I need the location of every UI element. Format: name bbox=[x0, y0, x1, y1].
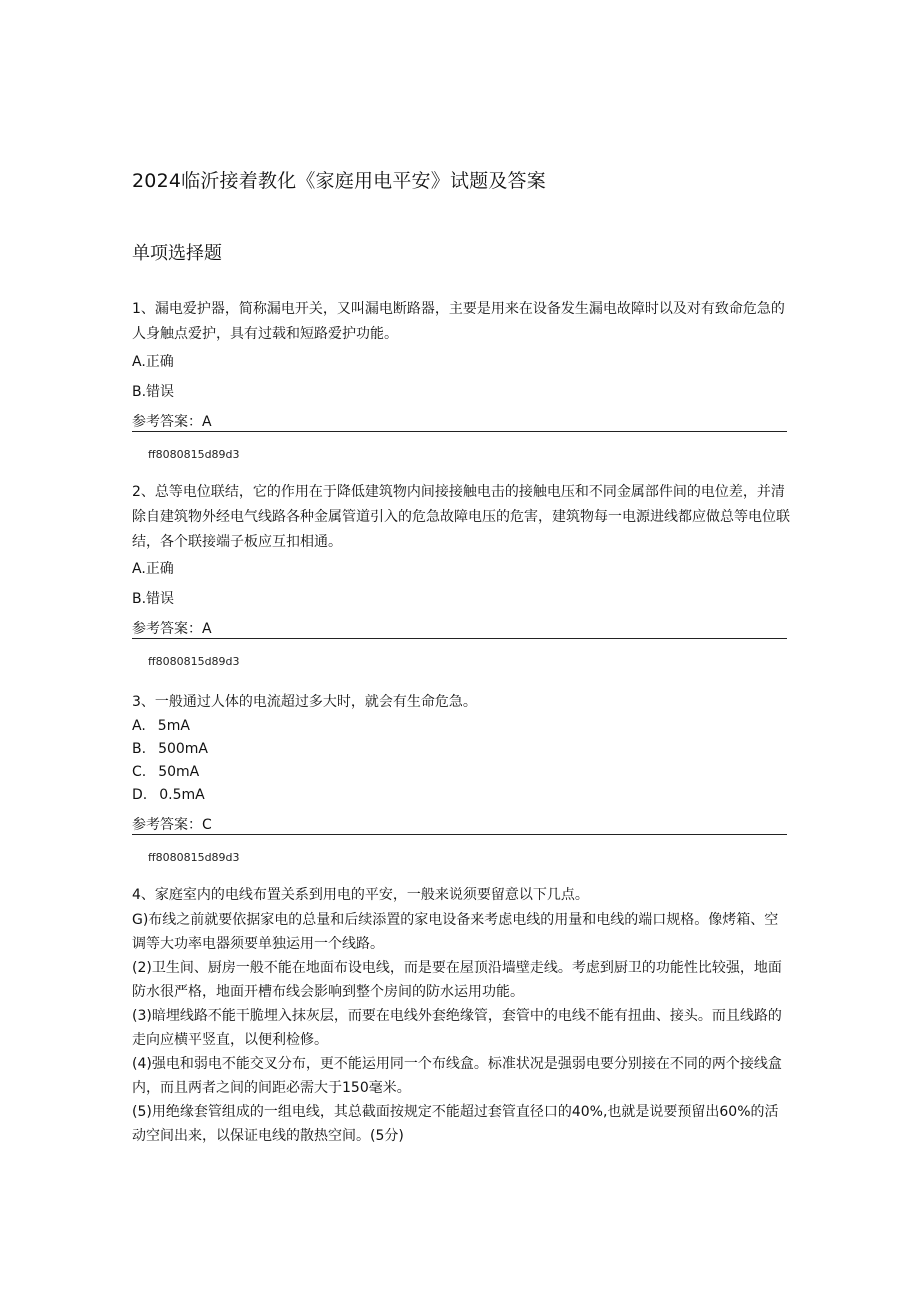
option-value: 0.5mA bbox=[159, 787, 205, 803]
question-3-answer: 参考答案：C bbox=[132, 817, 212, 833]
question-3-code: ff8080815d89d3 bbox=[148, 851, 240, 864]
question-1-answer: 参考答案：A bbox=[132, 414, 212, 430]
section-heading: 单项选择题 bbox=[132, 243, 222, 264]
question-4-paragraph-3: (3)暗埋线路不能干脆埋入抹灰层，而要在电线外套绝缘管，套管中的电线不能有扭曲、接头。而且线路的走向应横平竖直，以便利检修。 bbox=[132, 1008, 782, 1048]
option-letter: B. bbox=[132, 741, 147, 757]
document-title: 2024临沂接着教化《家庭用电平安》试题及答案 bbox=[132, 170, 546, 192]
option-letter: A. bbox=[132, 718, 146, 734]
question-1-code: ff8080815d89d3 bbox=[148, 448, 240, 461]
option-letter: C. bbox=[132, 764, 147, 780]
question-2-option-b: B.错误 bbox=[132, 591, 175, 607]
divider bbox=[132, 834, 787, 835]
question-4-paragraph-1: G)布线之前就要依据家电的总量和后续添置的家电设备来考虑电线的用量和电线的端口规格。像烤箱、空调等大功率电器须要单独运用一个线路。 bbox=[132, 912, 779, 952]
divider bbox=[132, 431, 787, 432]
question-2-code: ff8080815d89d3 bbox=[148, 655, 240, 668]
option-letter: D. bbox=[132, 787, 148, 803]
option-value: 500mA bbox=[158, 741, 208, 757]
question-4-paragraph-4: (4)强电和弱电不能交叉分布，更不能运用同一个布线盒。标准状况是强弱电要分别接在不同的两个接线盒内，而且两者之间的间距必需大于150毫米。 bbox=[132, 1056, 782, 1096]
question-1-text: 1、漏电爱护器，简称漏电开关，又叫漏电断路器，主要是用来在设备发生漏电故障时以及对有致命危急的人身触点爱护，具有过载和短路爱护功能。 bbox=[132, 301, 785, 342]
question-2-option-a: A.正确 bbox=[132, 561, 174, 577]
option-value: 5mA bbox=[157, 718, 190, 734]
question-3-option-b bbox=[132, 741, 208, 757]
question-4-text: 4、家庭室内的电线布置关系到用电的平安，一般来说须要留意以下几点。 bbox=[132, 887, 589, 903]
question-1-option-b: B.错误 bbox=[132, 384, 175, 400]
question-4-paragraph-2: (2)卫生间、厨房一般不能在地面布设电线，而是要在屋顶沿墙壁走线。考虑到厨卫的功能性比较强，地面防水很严格，地面开槽布线会影响到整个房间的防水运用功能。 bbox=[132, 960, 782, 1000]
question-3-option-d bbox=[132, 787, 205, 803]
question-1-option-a: A.正确 bbox=[132, 354, 174, 370]
question-3-option-c bbox=[132, 764, 199, 780]
question-4-paragraph-5: (5)用绝缘套管组成的一组电线，其总截面按规定不能超过套管直径口的40%,也就是说要预留出60%的活动空间出来，以保证电线的散热空间。(5分) bbox=[132, 1104, 779, 1144]
question-3-text: 3、一般通过人体的电流超过多大时，就会有生命危急。 bbox=[132, 694, 477, 710]
divider bbox=[132, 638, 787, 639]
question-3-option-a bbox=[132, 718, 190, 734]
question-2-answer: 参考答案：A bbox=[132, 621, 212, 637]
option-value: 50mA bbox=[158, 764, 200, 780]
question-2-text: 2、总等电位联结，它的作用在于降低建筑物内间接接触电击的接触电压和不同金属部件间的电位差，并清除自建筑物外经电气线路各种金属管道引入的危急故障电压的危害，建筑物每一电源进线都应做总等电位联结，各个联接端子板应互扣相通。 bbox=[132, 484, 790, 550]
